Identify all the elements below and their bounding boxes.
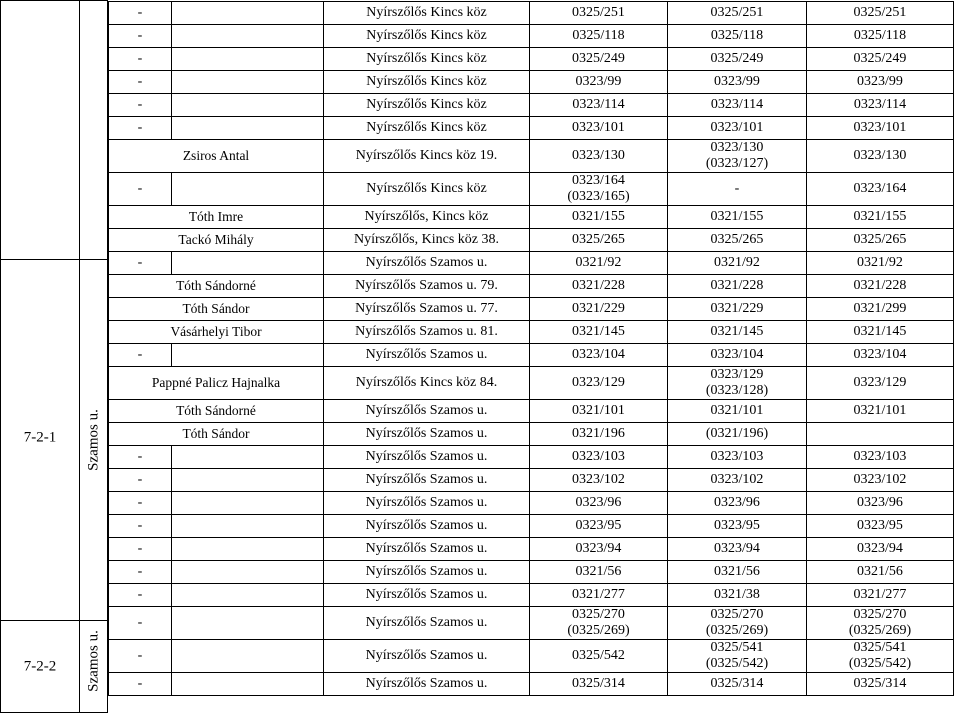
address-cell: Nyírszőlős Szamos u.	[324, 492, 530, 515]
parcel-number: 0321/228	[572, 278, 625, 293]
table-row	[109, 275, 954, 298]
address-cell: Nyírszőlős Szamos u.	[324, 469, 530, 492]
parcel-number-cell-3	[807, 515, 954, 538]
parcel-number-cell-2	[668, 673, 807, 696]
parcel-number: 0321/56	[575, 564, 622, 579]
parcel-number: 0321/229	[710, 301, 764, 316]
parcel-number: 0323/104	[572, 347, 625, 362]
owner-spacer-cell	[172, 607, 324, 640]
owner-spacer-cell	[172, 252, 324, 275]
parcel-number: 0323/96	[575, 495, 622, 510]
parcel-number: 0325/251	[572, 5, 625, 20]
parcel-number: 0323/104	[710, 347, 764, 362]
parcel-number-cell-2	[668, 117, 807, 140]
address-cell: Nyírszőlős Kincs köz	[324, 117, 530, 140]
address-cell: Nyírszőlős Kincs köz	[324, 2, 530, 25]
parcel-number-cell-2	[668, 640, 807, 673]
parcel-number-cell-1	[530, 561, 668, 584]
parcel-number: 0325/270	[853, 607, 907, 622]
parcel-number-cell-2	[668, 173, 807, 206]
parcel-number: 0323/94	[714, 541, 760, 556]
parcel-number-cell-3	[807, 117, 954, 140]
parcel-number-cell-3	[807, 252, 954, 275]
owner-cell: -	[109, 173, 172, 206]
parcel-number-cell-1	[530, 492, 668, 515]
address-cell: Nyírszőlős Szamos u.	[324, 344, 530, 367]
address-cell: Nyírszőlős Szamos u.	[324, 252, 530, 275]
parcel-number-cell-2	[668, 206, 807, 229]
parcel-number: 0323/103	[853, 449, 907, 464]
owner-spacer-cell	[172, 640, 324, 673]
address-cell: Nyírszőlős Szamos u.	[324, 607, 530, 640]
parcel-number: -	[734, 181, 740, 196]
parcel-number: 0321/155	[853, 209, 907, 224]
code-column-lower-frame	[0, 259, 80, 713]
table-row	[109, 607, 954, 640]
parcel-number: 0321/101	[572, 403, 625, 418]
parcel-number: 0321/155	[572, 209, 625, 224]
parcel-number-cell-2	[668, 584, 807, 607]
owner-cell: Zsiros Antal	[109, 140, 324, 173]
parcel-number: (0321/196)	[705, 426, 769, 441]
address-cell: Nyírszőlős Kincs köz	[324, 71, 530, 94]
parcel-number-cell-1	[530, 640, 668, 673]
parcel-number-cell-2	[668, 94, 807, 117]
parcel-number-cell-3	[807, 446, 954, 469]
parcel-number: 0321/145	[572, 324, 625, 339]
parcel-number-cell-1	[530, 48, 668, 71]
parcel-number-previous: (0323/165)	[567, 189, 630, 204]
parcel-number-cell-3	[807, 673, 954, 696]
parcel-number-previous: (0325/269)	[567, 623, 630, 638]
parcel-number-cell-1	[530, 229, 668, 252]
parcel-number: 0323/104	[853, 347, 907, 362]
parcel-number-cell-3	[807, 275, 954, 298]
table-row	[109, 71, 954, 94]
parcel-number-cell-2	[668, 71, 807, 94]
parcel-number: 0321/196	[572, 426, 625, 441]
parcel-number-cell-1	[530, 423, 668, 446]
parcel-number-cell-1	[530, 538, 668, 561]
parcel-number: 0323/95	[575, 518, 622, 533]
address-cell: Nyírszőlős Szamos u.	[324, 515, 530, 538]
parcel-number: 0323/102	[572, 472, 625, 487]
table-row	[109, 367, 954, 400]
owner-cell: -	[109, 252, 172, 275]
table-row	[109, 252, 954, 275]
parcel-number: 0325/265	[853, 232, 907, 247]
parcel-number: 0325/541	[710, 640, 764, 655]
parcel-number-cell-1	[530, 367, 668, 400]
parcel-number: 0323/96	[714, 495, 760, 510]
parcel-number-cell-1	[530, 252, 668, 275]
owner-cell: -	[109, 94, 172, 117]
parcel-number-cell-3	[807, 206, 954, 229]
parcel-number-cell-2	[668, 367, 807, 400]
parcel-number: 0325/249	[572, 51, 625, 66]
table-row	[109, 229, 954, 252]
region-label-bottom: Szamos u.	[85, 630, 102, 692]
parcel-number: 0323/94	[857, 541, 903, 556]
parcel-number: 0321/299	[853, 301, 907, 316]
parcel-number: 0321/155	[710, 209, 764, 224]
owner-cell: -	[109, 117, 172, 140]
parcel-number: 0325/251	[710, 5, 764, 20]
region-divider	[80, 620, 108, 621]
parcel-number-cell-2	[668, 321, 807, 344]
parcel-number: 0321/56	[857, 564, 903, 579]
parcel-number: 0323/103	[710, 449, 764, 464]
owner-spacer-cell	[172, 492, 324, 515]
parcel-number: 0323/103	[572, 449, 625, 464]
parcel-number: 0325/118	[853, 28, 907, 43]
parcel-number-cell-3	[807, 25, 954, 48]
address-cell: Nyírszőlős, Kincs köz 38.	[324, 229, 530, 252]
parcel-number: 0323/99	[575, 74, 622, 89]
parcel-number: 0323/101	[710, 120, 764, 135]
parcel-number: 0325/265	[710, 232, 764, 247]
parcel-number-cell-2	[668, 25, 807, 48]
parcel-number-cell-3	[807, 321, 954, 344]
parcel-number: 0321/101	[853, 403, 907, 418]
parcel-number-cell-1	[530, 117, 668, 140]
owner-cell: Vásárhelyi Tibor	[109, 321, 324, 344]
code-label-7-2-2: 7-2-2	[23, 658, 57, 675]
parcel-number-cell-2	[668, 400, 807, 423]
address-cell: Nyírszőlős Kincs köz 19.	[324, 140, 530, 173]
parcel-number-cell-3	[807, 607, 954, 640]
table-row	[109, 298, 954, 321]
parcel-number: 0323/95	[714, 518, 760, 533]
owner-cell: -	[109, 344, 172, 367]
owner-cell: Tóth Sándorné	[109, 275, 324, 298]
parcel-number-cell-2	[668, 515, 807, 538]
owner-spacer-cell	[172, 469, 324, 492]
table-row	[109, 584, 954, 607]
parcel-number: 0321/145	[710, 324, 764, 339]
parcel-number: 0325/314	[572, 676, 625, 691]
parcel-number-cell-1	[530, 344, 668, 367]
parcel-number-cell-1	[530, 71, 668, 94]
table-row	[109, 2, 954, 25]
parcel-number-cell-2	[668, 48, 807, 71]
parcel-number: 0323/129	[572, 375, 625, 390]
parcel-number: 0325/118	[572, 28, 625, 43]
parcel-number: 0321/92	[575, 255, 622, 270]
address-cell: Nyírszőlős, Kincs köz	[324, 206, 530, 229]
owner-cell: Pappné Palicz Hajnalka	[109, 367, 324, 400]
address-cell: Nyírszőlős Szamos u. 77.	[324, 298, 530, 321]
parcel-number: 0323/164	[572, 173, 625, 188]
parcel-number-cell-1	[530, 321, 668, 344]
parcel-number: 0321/228	[853, 278, 907, 293]
parcel-number-cell-2	[668, 423, 807, 446]
parcel-number-cell-2	[668, 538, 807, 561]
parcel-number: 0323/101	[853, 120, 907, 135]
parcel-number: 0325/249	[853, 51, 907, 66]
table-row	[109, 561, 954, 584]
code-label-7-2-1: 7-2-1	[23, 429, 57, 446]
owner-cell: -	[109, 538, 172, 561]
owner-cell: Tóth Sándorné	[109, 400, 324, 423]
address-cell: Nyírszőlős Szamos u.	[324, 538, 530, 561]
parcel-number: 0323/99	[857, 74, 903, 89]
parcel-number-cell-3	[807, 423, 954, 446]
owner-spacer-cell	[172, 71, 324, 94]
table-row	[109, 48, 954, 71]
owner-cell: -	[109, 48, 172, 71]
parcel-number-previous: (0323/127)	[705, 156, 769, 171]
parcel-number: 0325/541	[853, 640, 907, 655]
parcel-number-cell-3	[807, 229, 954, 252]
owner-cell: -	[109, 2, 172, 25]
code-divider	[0, 620, 80, 621]
parcel-number-cell-1	[530, 298, 668, 321]
parcel-number-cell-3	[807, 400, 954, 423]
parcel-number-cell-3	[807, 492, 954, 515]
parcel-number: 0323/99	[714, 74, 760, 89]
parcel-number-cell-1	[530, 140, 668, 173]
parcel-number: 0321/277	[572, 587, 625, 602]
parcel-number-cell-1	[530, 584, 668, 607]
parcel-table	[108, 1, 954, 696]
table-row	[109, 25, 954, 48]
parcel-number: 0323/94	[575, 541, 622, 556]
parcel-number-cell-2	[668, 140, 807, 173]
parcel-number-previous: (0323/128)	[705, 383, 769, 398]
address-cell: Nyírszőlős Szamos u. 81.	[324, 321, 530, 344]
parcel-number: 0323/129	[710, 367, 764, 382]
owner-cell: -	[109, 561, 172, 584]
parcel-number: 0321/277	[853, 587, 907, 602]
parcel-number-cell-3	[807, 584, 954, 607]
parcel-number: 0321/92	[714, 255, 760, 270]
parcel-number-cell-3	[807, 48, 954, 71]
parcel-number: 0325/249	[710, 51, 764, 66]
parcel-number-cell-1	[530, 206, 668, 229]
table-row	[109, 344, 954, 367]
owner-cell: Tackó Mihály	[109, 229, 324, 252]
parcel-number-cell-3	[807, 344, 954, 367]
parcel-number-cell-2	[668, 469, 807, 492]
table-row	[109, 117, 954, 140]
parcel-number: 0325/314	[710, 676, 764, 691]
parcel-number: 0321/228	[710, 278, 764, 293]
address-cell: Nyírszőlős Kincs köz	[324, 25, 530, 48]
parcel-number-cell-3	[807, 367, 954, 400]
parcel-number-cell-2	[668, 607, 807, 640]
owner-spacer-cell	[172, 344, 324, 367]
table-row	[109, 515, 954, 538]
parcel-number: 0323/130	[853, 148, 907, 163]
table-row	[109, 140, 954, 173]
owner-cell: -	[109, 492, 172, 515]
parcel-number-cell-2	[668, 229, 807, 252]
parcel-number: 0323/96	[857, 495, 903, 510]
parcel-number: 0321/101	[710, 403, 764, 418]
parcel-number-cell-1	[530, 469, 668, 492]
parcel-number-cell-1	[530, 446, 668, 469]
owner-spacer-cell	[172, 584, 324, 607]
address-cell: Nyírszőlős Szamos u.	[324, 584, 530, 607]
parcel-number: 0323/164	[853, 181, 907, 196]
parcel-number-cell-2	[668, 561, 807, 584]
parcel-number: 0321/145	[853, 324, 907, 339]
address-cell: Nyírszőlős Kincs köz 84.	[324, 367, 530, 400]
table-row	[109, 321, 954, 344]
address-cell: Nyírszőlős Kincs köz	[324, 173, 530, 206]
parcel-number-cell-2	[668, 492, 807, 515]
parcel-number: 0323/129	[853, 375, 907, 390]
parcel-number: 0323/95	[857, 518, 903, 533]
region-label-top: Szamos u.	[85, 409, 102, 471]
parcel-number-previous: (0325/542)	[705, 656, 769, 671]
address-cell: Nyírszőlős Szamos u.	[324, 446, 530, 469]
parcel-number: 0325/542	[572, 648, 625, 663]
parcel-number-cell-2	[668, 275, 807, 298]
parcel-number: 0323/101	[572, 120, 625, 135]
parcel-number: 0325/251	[853, 5, 907, 20]
owner-cell: -	[109, 584, 172, 607]
parcel-number: 0323/114	[853, 97, 907, 112]
parcel-number-cell-1	[530, 173, 668, 206]
parcel-number-previous: (0325/269)	[848, 623, 912, 638]
parcel-number-cell-1	[530, 25, 668, 48]
owner-spacer-cell	[172, 446, 324, 469]
parcel-table-body	[109, 2, 954, 696]
address-cell: Nyírszőlős Szamos u.	[324, 423, 530, 446]
address-cell: Nyírszőlős Kincs köz	[324, 94, 530, 117]
parcel-number-cell-3	[807, 469, 954, 492]
owner-spacer-cell	[172, 561, 324, 584]
parcel-number-cell-3	[807, 298, 954, 321]
parcel-number-cell-1	[530, 94, 668, 117]
parcel-number: 0325/314	[853, 676, 907, 691]
address-cell: Nyírszőlős Szamos u.	[324, 561, 530, 584]
parcel-number-cell-1	[530, 673, 668, 696]
parcel-number-previous: (0325/269)	[705, 623, 769, 638]
parcel-number-cell-1	[530, 515, 668, 538]
owner-cell: -	[109, 71, 172, 94]
table-row	[109, 492, 954, 515]
owner-cell: Tóth Sándor	[109, 298, 324, 321]
table-row	[109, 640, 954, 673]
address-cell: Nyírszőlős Szamos u. 79.	[324, 275, 530, 298]
owner-spacer-cell	[172, 2, 324, 25]
owner-cell: -	[109, 640, 172, 673]
owner-cell: -	[109, 25, 172, 48]
table-row	[109, 206, 954, 229]
parcel-number-cell-1	[530, 275, 668, 298]
address-cell: Nyírszőlős Szamos u.	[324, 400, 530, 423]
parcel-number-cell-2	[668, 344, 807, 367]
owner-spacer-cell	[172, 173, 324, 206]
table-row	[109, 469, 954, 492]
parcel-number-cell-3	[807, 538, 954, 561]
parcel-number: 0323/130	[710, 140, 764, 155]
parcel-number: 0321/56	[714, 564, 760, 579]
region-column-frame	[80, 0, 108, 260]
parcel-number-cell-3	[807, 140, 954, 173]
parcel-number-cell-3	[807, 2, 954, 25]
table-row	[109, 423, 954, 446]
owner-cell: -	[109, 607, 172, 640]
table-row	[109, 400, 954, 423]
parcel-number: 0323/102	[710, 472, 764, 487]
parcel-number-cell-1	[530, 2, 668, 25]
parcel-number: 0323/114	[710, 97, 764, 112]
address-cell: Nyírszőlős Szamos u.	[324, 673, 530, 696]
owner-cell: -	[109, 673, 172, 696]
table-row	[109, 173, 954, 206]
table-row	[109, 446, 954, 469]
table-row	[109, 673, 954, 696]
owner-spacer-cell	[172, 515, 324, 538]
parcel-number-cell-3	[807, 640, 954, 673]
parcel-number: 0323/102	[853, 472, 907, 487]
owner-cell: -	[109, 469, 172, 492]
parcel-number: 0321/229	[572, 301, 625, 316]
table-row	[109, 94, 954, 117]
parcel-number-cell-3	[807, 173, 954, 206]
parcel-number: 0321/38	[714, 587, 760, 602]
parcel-number: 0325/265	[572, 232, 625, 247]
owner-spacer-cell	[172, 48, 324, 71]
owner-spacer-cell	[172, 25, 324, 48]
parcel-number-cell-2	[668, 298, 807, 321]
owner-spacer-cell	[172, 117, 324, 140]
parcel-number: 0323/130	[572, 148, 625, 163]
address-cell: Nyírszőlős Kincs köz	[324, 48, 530, 71]
parcel-number: 0325/118	[710, 28, 764, 43]
parcel-number: 0325/270	[710, 607, 764, 622]
parcel-number-cell-3	[807, 71, 954, 94]
parcel-number-cell-1	[530, 607, 668, 640]
owner-cell: Tóth Imre	[109, 206, 324, 229]
parcel-number: 0323/114	[572, 97, 625, 112]
owner-cell: -	[109, 446, 172, 469]
parcel-number-previous: (0325/542)	[848, 656, 912, 671]
owner-spacer-cell	[172, 94, 324, 117]
owner-spacer-cell	[172, 538, 324, 561]
code-column-frame	[0, 0, 80, 260]
parcel-number-cell-1	[530, 400, 668, 423]
parcel-number: 0321/92	[857, 255, 903, 270]
parcel-number-cell-2	[668, 2, 807, 25]
parcel-number-cell-3	[807, 561, 954, 584]
parcel-number-cell-2	[668, 446, 807, 469]
parcel-number: 0325/270	[572, 607, 625, 622]
owner-cell: Tóth Sándor	[109, 423, 324, 446]
parcel-number-cell-3	[807, 94, 954, 117]
parcel-number-cell-2	[668, 252, 807, 275]
owner-spacer-cell	[172, 673, 324, 696]
owner-cell: -	[109, 515, 172, 538]
table-row	[109, 538, 954, 561]
address-cell: Nyírszőlős Szamos u.	[324, 640, 530, 673]
